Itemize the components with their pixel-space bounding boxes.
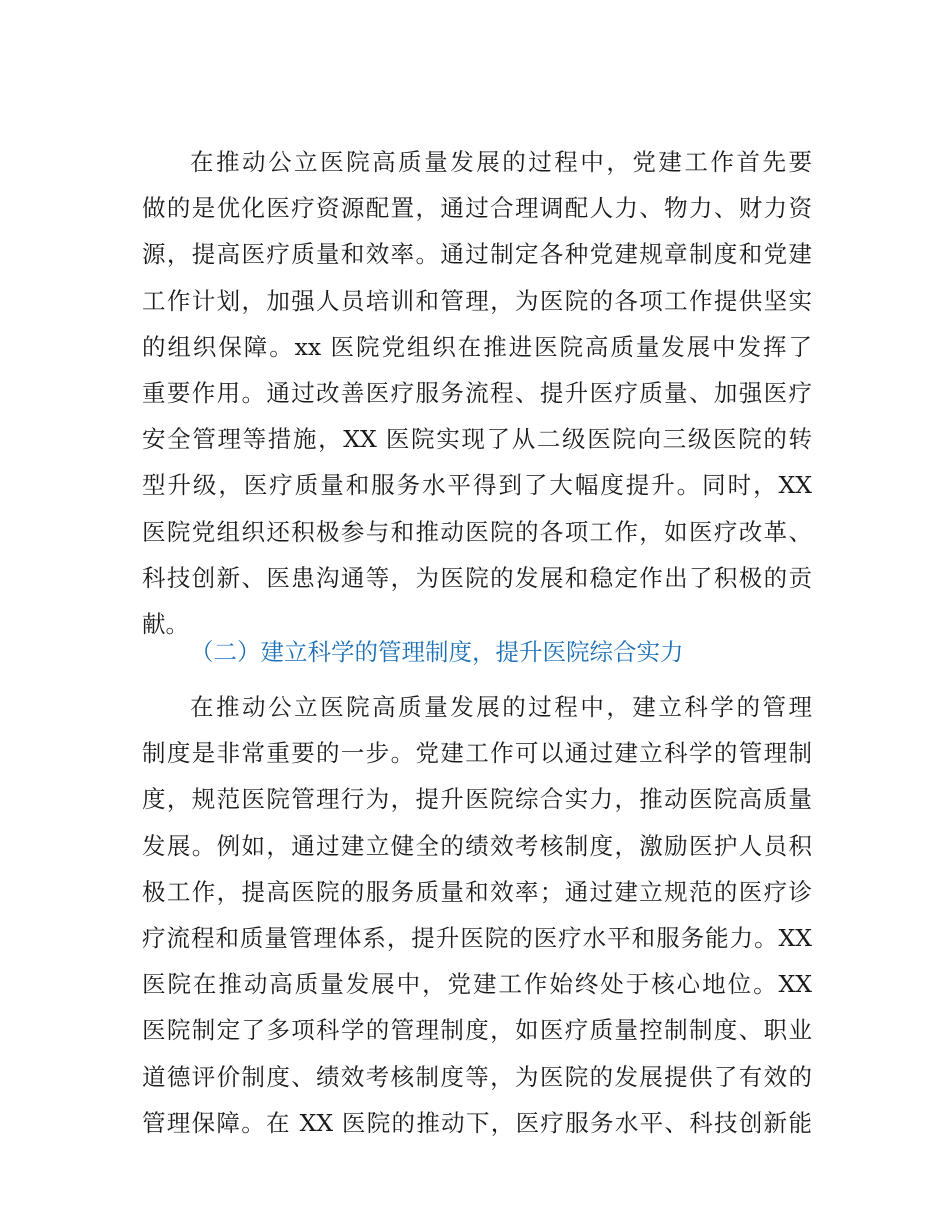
paragraph-2 bbox=[142, 684, 812, 1146]
section-heading: （二）建立科学的管理制度，提升医院综合实力 bbox=[190, 638, 684, 666]
paragraph-line: 型升级，医疗质量和服务水平得到了大幅度提升。同时，XX bbox=[142, 471, 812, 500]
paragraph-line: 献。 bbox=[142, 609, 189, 638]
paragraph-line: 在推动公立医院高质量发展的过程中，建立科学的管理 bbox=[190, 693, 812, 721]
paragraph-line: 极工作，提高医院的服务质量和效率；通过建立规范的医疗诊 bbox=[142, 877, 812, 906]
paragraph-line: 度，规范医院管理行为，提升医院综合实力，推动医院高质量 bbox=[142, 785, 812, 814]
paragraph-line: 重要作用。通过改善医疗服务流程、提升医疗质量、加强医疗 bbox=[142, 378, 812, 407]
paragraph-line: 工作计划，加强人员培训和管理，为医院的各项工作提供坚实 bbox=[142, 286, 812, 315]
paragraph-line: 安全管理等措施，XX 医院实现了从二级医院向三级医院的转 bbox=[142, 425, 812, 454]
paragraph-1 bbox=[142, 139, 812, 647]
paragraph-line: 制度是非常重要的一步。党建工作可以通过建立科学的管理制 bbox=[142, 739, 812, 768]
paragraph-line: 做的是优化医疗资源配置，通过合理调配人力、物力、财力资 bbox=[142, 194, 812, 223]
paragraph-line: 源，提高医疗质量和效率。通过制定各种党建规章制度和党建 bbox=[142, 240, 812, 269]
paragraph-line: 管理保障。在 XX 医院的推动下，医疗服务水平、科技创新能 bbox=[142, 1108, 812, 1137]
paragraph-line: 的组织保障。xx 医院党组织在推进医院高质量发展中发挥了 bbox=[142, 332, 812, 361]
paragraph-line: 道德评价制度、绩效考核制度等，为医院的发展提供了有效的 bbox=[142, 1062, 812, 1091]
paragraph-line: 发展。例如，通过建立健全的绩效考核制度，激励医护人员积 bbox=[142, 831, 812, 860]
paragraph-line: 医院党组织还积极参与和推动医院的各项工作，如医疗改革、 bbox=[142, 517, 812, 546]
paragraph-line: 医院制定了多项科学的管理制度，如医疗质量控制制度、职业 bbox=[142, 1016, 812, 1045]
paragraph-line: 科技创新、医患沟通等，为医院的发展和稳定作出了积极的贡 bbox=[142, 563, 812, 592]
paragraph-line: 医院在推动高质量发展中，党建工作始终处于核心地位。XX bbox=[142, 970, 812, 999]
paragraph-line: 在推动公立医院高质量发展的过程中，党建工作首先要 bbox=[190, 148, 812, 176]
paragraph-line: 疗流程和质量管理体系，提升医院的医疗水平和服务能力。XX bbox=[142, 923, 812, 952]
